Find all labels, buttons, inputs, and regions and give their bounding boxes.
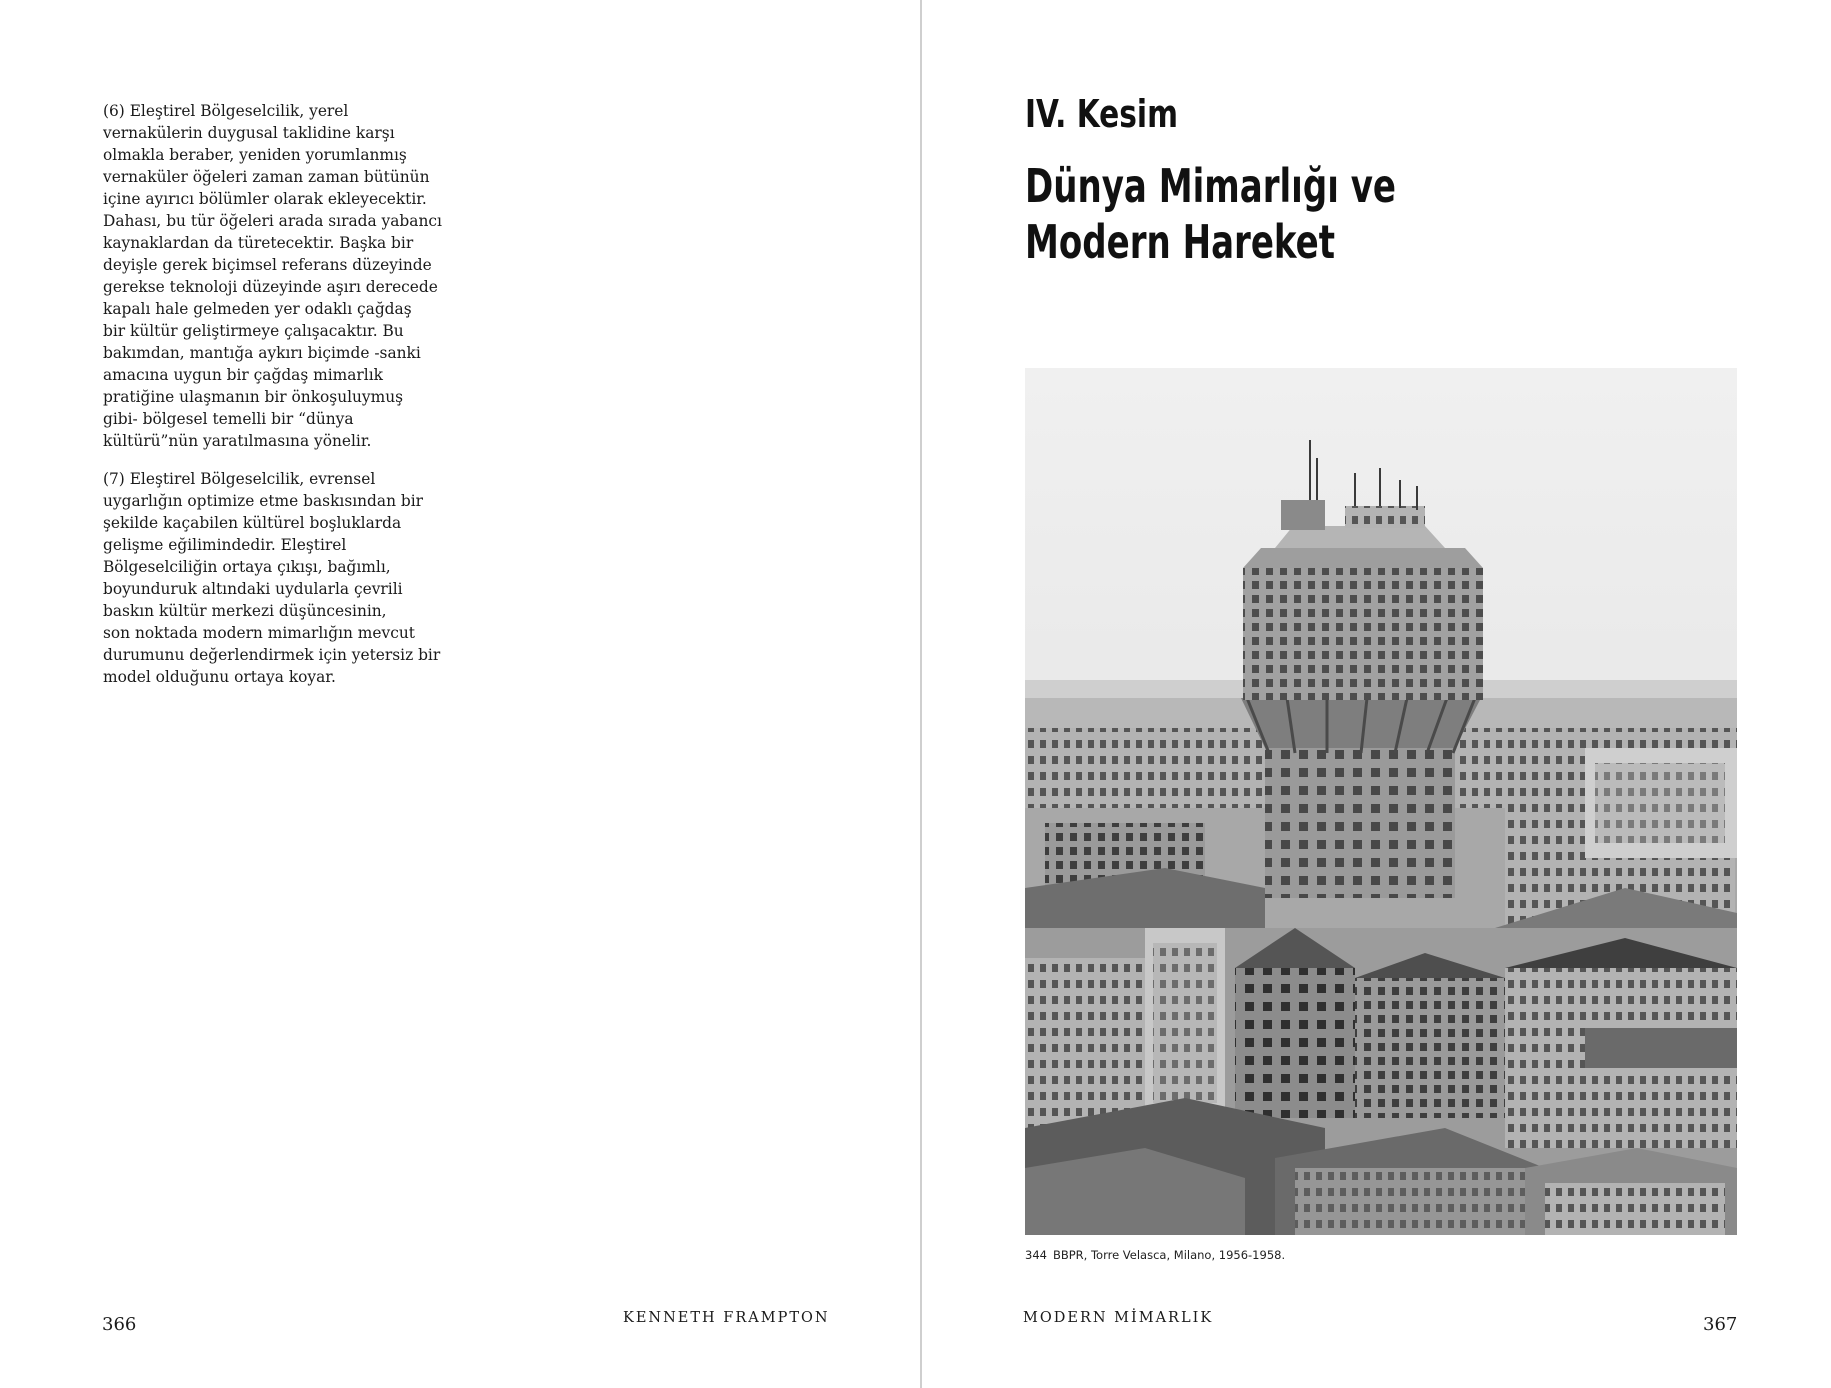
tower-photo-drawing	[1025, 368, 1737, 1235]
right-page	[922, 0, 1831, 1388]
running-head-left: KENNETH FRAMPTON	[623, 1310, 830, 1326]
page-number-left: 366	[102, 1314, 137, 1335]
paragraph-7: (7) Eleştirel Bölgeselcilik, evrensel uygarlığın optimize etme baskısından bir şekilde kaçabilen kültürel boşluklarda gelişme eğilimindedir. Eleştirel Bölgeselciliğin ortaya çıkışı, bağımlı, boyunduruk altındaki uydularla çevrili baskın kültür merkezi düşüncesinin, son noktada modern mimarlığın mevcut durumunu değerlendirmek için yetersiz bir model olduğunu ortaya koyar.	[103, 470, 441, 686]
body-text	[103, 100, 453, 704]
running-head-right: MODERN MİMARLIK	[1023, 1310, 1214, 1326]
section-label: IV. Kesim	[1025, 92, 1178, 136]
caption-text: BBPR, Torre Velasca, Milano, 1956-1958.	[1052, 1248, 1286, 1262]
tower-photo	[1025, 368, 1737, 1235]
paragraph-6: (6) Eleştirel Bölgeselcilik, yerel vernakülerin duygusal taklidine karşı olmakla beraber, yeniden yorumlanmış vernaküler öğeleri zaman zaman bütünün içine ayırıcı bölümler olarak ekleyecektir. Dahası, bu tür öğeleri arada sırada yabancı kaynaklardan da türetecektir. Başka bir deyişle gerek biçimsel referans düzeyinde gerekse teknoloji düzeyinde aşırı derecede kapalı hale gelmeden yer odaklı çağdaş bir kültür geliştirmeye çalışacaktır. Bu bakımdan, mantığa aykırı biçimde -sanki amacına uygun bir çağdaş mimarlık pratiğine ulaşmanın bir önkoşuluymuş gibi- bölgesel temelli bir “dünya kültürü”nün yaratılmasına yönelir.	[103, 102, 442, 450]
part-title: Dünya Mimarlığı ve Modern Hareket	[1025, 159, 1397, 269]
page-number-right: 367	[1703, 1314, 1738, 1335]
caption-number: 344	[1025, 1248, 1047, 1262]
figure-caption	[1025, 1248, 1291, 1262]
